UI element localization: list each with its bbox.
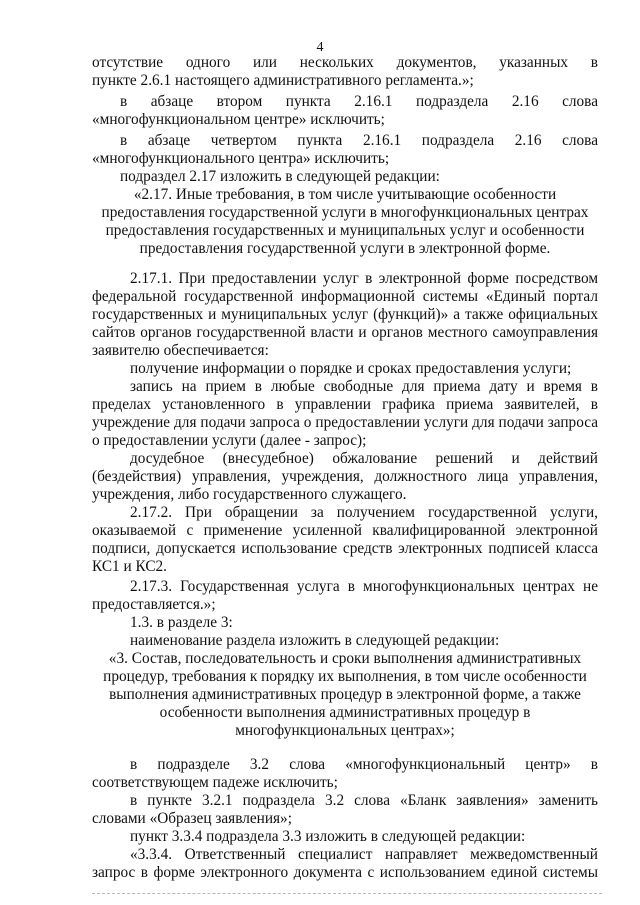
- text-line: 1.3. в разделе 3:: [130, 614, 233, 631]
- heading-line: предоставления государственной услуги в электронной форме.: [139, 240, 551, 257]
- text-line: 2.17.1. При предоставлении услуг в электронной форме посредством: [130, 270, 598, 287]
- text-line: пределах установленного в управлении графика приема заявителей, в: [92, 396, 598, 413]
- text-line: подписи, допускается использование средств электронных подписей класса: [92, 540, 598, 557]
- text-line: подраздел 2.17 изложить в следующей редакции:: [120, 168, 440, 185]
- text-line: досудебное (внесудебное) обжалование решений и действий: [130, 450, 598, 467]
- text-line: КС1 и КС2.: [92, 558, 168, 575]
- heading-line: «2.17. Иные требования, в том числе учитывающие особенности: [133, 186, 557, 203]
- text-line: получение информации о порядке и сроках предоставления услуги;: [130, 360, 572, 377]
- text-line: о предоставлении услуги (далее - запрос);: [92, 432, 367, 449]
- text-line: «многофункциональном центре» исключить;: [92, 111, 385, 128]
- text-line: в абзаце четвертом пункта 2.16.1 подраздела 2.16 слова: [120, 132, 598, 149]
- heading-line: выполнения административных процедур в электронной форме, а также: [109, 686, 581, 703]
- text-line: запись на прием в любые свободные для приема дату и время в: [130, 378, 598, 395]
- text-line: государственных и муниципальных услуг (функций)» а также официальных: [92, 306, 598, 323]
- text-line: пункт 3.3.4 подраздела 3.3 изложить в следующей редакции:: [130, 828, 526, 845]
- text-line: пункте 2.6.1 настоящего административного регламента.»;: [92, 72, 474, 89]
- heading-line: особенности выполнения административных процедур в: [159, 704, 531, 721]
- text-line: учреждения, либо государственного служащего.: [92, 486, 407, 503]
- heading-line: предоставления государственной услуги в многофункциональных центрах: [101, 204, 589, 221]
- text-line: учреждение для подачи запроса о предоставлении услуги для подачи запроса: [92, 414, 598, 431]
- text-line: 2.17.2. При обращении за получением государственной услуги,: [130, 504, 598, 521]
- heading-line: «3. Состав, последовательность и сроки выполнения административных: [108, 650, 582, 667]
- text-line: наименование раздела изложить в следующей редакции:: [130, 632, 500, 649]
- text-line: оказываемой с применение усиленной квалифицированной электронной: [92, 522, 598, 539]
- page-number: 4: [316, 40, 324, 55]
- text-line: словами «Образец заявления»;: [92, 810, 292, 827]
- text-line: (бездействия) управления, учреждения, должностного лица управления,: [92, 468, 598, 485]
- heading-line: процедур, требования к порядку их выполнения, в том числе особенности: [103, 668, 587, 685]
- text-line: в абзаце втором пункта 2.16.1 подраздела 2.16 слова: [120, 93, 598, 110]
- text-line: «многофункционального центра» исключить;: [92, 150, 390, 167]
- text-line: сайтов органов государственной власти и органов местного самоуправления: [92, 324, 598, 341]
- text-line: отсутствие одного или нескольких документов, указанных в: [92, 54, 598, 71]
- text-line: заявителю обеспечивается:: [92, 342, 269, 359]
- text-line: федеральной государственной информационной системы «Единый портал: [92, 288, 598, 305]
- page-bottom-edge: [92, 893, 602, 900]
- text-line: запрос в форме электронного документа с использованием единой системы: [92, 864, 598, 881]
- text-line: в пункте 3.2.1 подраздела 3.2 слова «Бланк заявления» заменить: [130, 792, 598, 809]
- heading-line: многофункциональных центрах»;: [235, 722, 455, 739]
- text-line: 2.17.3. Государственная услуга в многофункциональных центрах не: [130, 578, 598, 595]
- text-line: «3.3.4. Ответственный специалист направляет межведомственный: [130, 846, 598, 863]
- text-line: соответствующем падеже исключить;: [92, 774, 338, 791]
- text-line: предоставляется.»;: [92, 596, 216, 613]
- heading-line: предоставления государственных и муниципальных услуг и особенности: [105, 222, 585, 239]
- text-line: в подразделе 3.2 слова «многофункциональный центр» в: [130, 756, 598, 773]
